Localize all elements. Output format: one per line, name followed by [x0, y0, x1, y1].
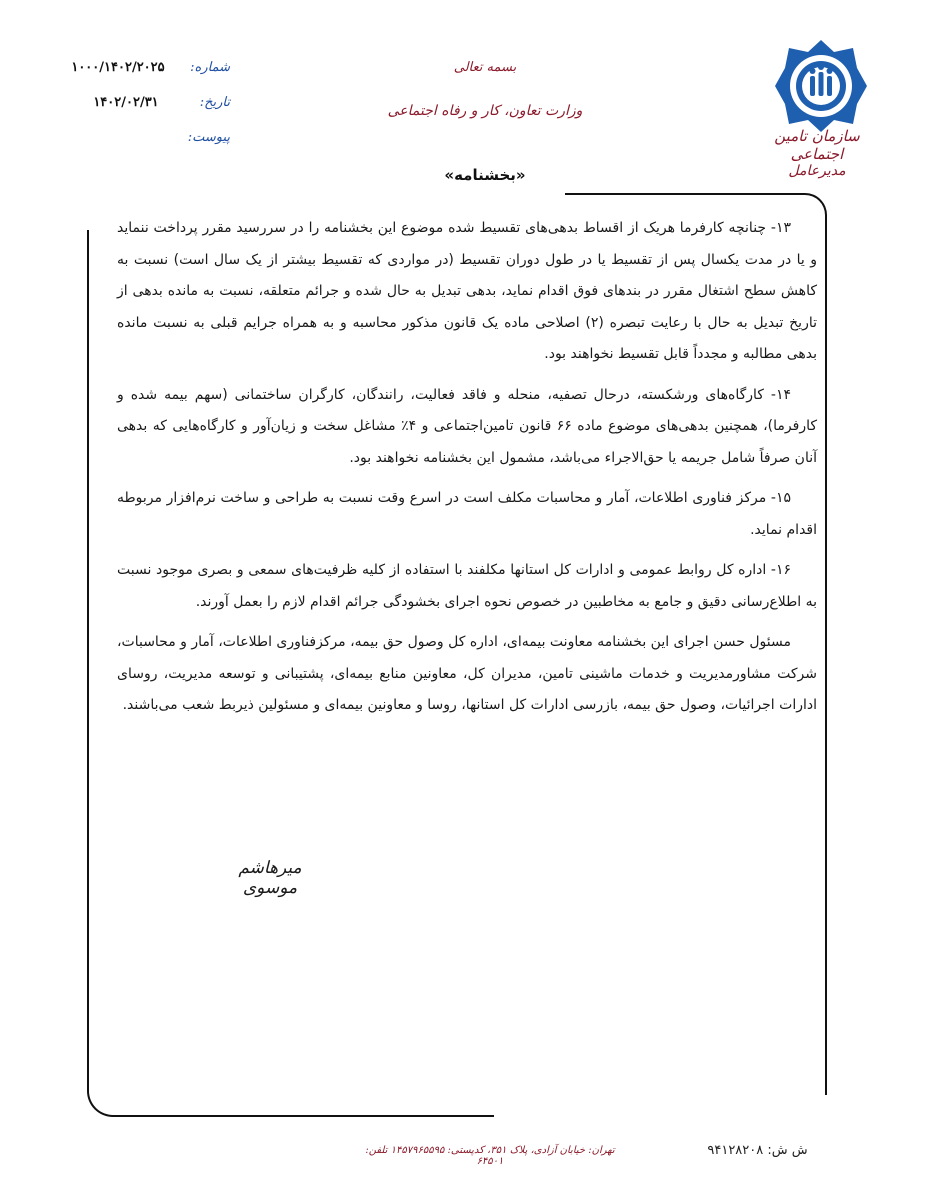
- circular-body: [117, 213, 817, 722]
- frame-left-border: [87, 230, 89, 1090]
- number-label: شماره:: [190, 60, 230, 75]
- frame-bottom-border: [87, 1085, 494, 1117]
- date-label: تاریخ:: [199, 95, 230, 110]
- ministry-name: وزارت تعاون، کار و رفاه اجتماعی: [387, 103, 583, 119]
- letter-number: ۱۰۰۰/۱۴۰۲/۲۰۲۵: [71, 60, 165, 75]
- clause-16: ۱۶- اداره کل روابط عمومی و ادارات کل استانها مکلفند با استفاده از کلیه ظرفیت‌های سمعی و بصری موجود نسبت به اطلاع‌رسانی دقیق و جامع به مخاطبین در خصوص نحوه اجرای بخشودگی جرائم اقدام لازم را بعمل آورند.: [117, 562, 817, 610]
- social-security-logo-icon: [773, 38, 869, 134]
- organization-name: سازمان تامین اجتماعی: [774, 127, 860, 163]
- responsibility-paragraph: مسئول حسن اجرای این بخشنامه معاونت بیمه‌ای، اداره کل وصول حق بیمه، مرکزفناوری اطلاعات، آمار و محاسبات، شرکت مشاورمدیریت و خدمات ماشینی تامین، مدیران کل، معاونین منابع بیمه‌ای، پشتیبانی و توسعه مدیریت، روسای ادارات اجرائیات، وصول حق بیمه، بازرسی ادارات کل استانها، روسا و معاونین بیمه‌ای و مسئولین ذیربط شعب می‌باشند.: [117, 634, 817, 713]
- bismillah-text: بسمه تعالی: [453, 60, 517, 75]
- clause-13: ۱۳- چنانچه کارفرما هریک از اقساط بدهی‌های تقسیط شده موضوع این بخشنامه را در سررسید مقرر پرداخت ننماید و یا در مدت یکسال پس از تقسیط یا در طول دوران تقسیط (در مواردی که تقسیط بیشتر از یک سال است) نسبت به کاهش سطح اشتغال مقرر در بندهای فوق اقدام نماید، بدهی تبدیل به حال شده و جرائم متعلقه، نسبت به مانده بدهی از تاریخ تبدیل به حال با رعایت تبصره (۲) اصلاحی ماده یک قانون مذکور محاسبه و به همراه جرایم قبلی به نسبت مانده بدهی مطالبه و مجدداً قابل تقسیط نخواهند بود.: [117, 220, 817, 362]
- clause-15: ۱۵- مرکز فناوری اطلاعات، آمار و محاسبات مکلف است در اسرع وقت نسبت به طراحی و ساخت نرم‌افزار مربوطه اقدام نماید.: [117, 490, 817, 538]
- signature-name: میرهاشم موسوی: [238, 858, 302, 898]
- clause-14: ۱۴- کارگاه‌های ورشکسته، درحال تصفیه، منحله و فاقد فعالیت، رانندگان، کارگران ساختمانی (سهم بیمه شده و کارفرما)، همچنین بدهی‌های موضوع ماده ۶۶ قانون تامین‌اجتماعی و ۴٪ مشاغل سخت و زیان‌آور و کارگاه‌هایی که بدهی آنان صرفاً شامل جریمه یا حق‌الاجراء می‌باشد، مشمول این بخشنامه نخواهند بود.: [117, 386, 818, 466]
- organization-role: مدیرعامل: [788, 163, 846, 179]
- letter-date: ۱۴۰۲/۰۲/۳۱: [93, 95, 159, 110]
- frame-right-border: [825, 215, 827, 1095]
- document-title: «بخشنامه»: [444, 166, 526, 184]
- footer-address: تهران: خیابان آزادی، پلاک ۳۵۱، کدپستی: ۱۴۵۷۹۶۵۵۹۵ تلفن: ۶۴۵۰۱: [365, 1145, 615, 1167]
- footer-code: ش ش: ۹۴۱۲۸۲۰۸: [707, 1143, 808, 1158]
- attachment-label: پیوست:: [187, 130, 230, 145]
